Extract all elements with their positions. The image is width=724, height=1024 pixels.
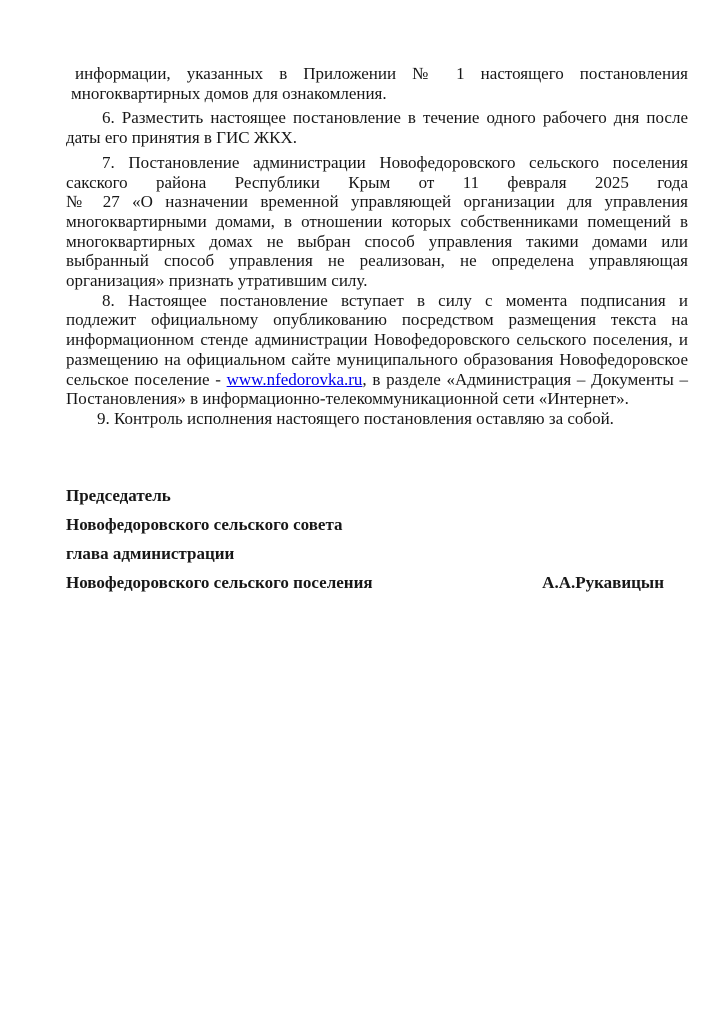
paragraph-6 xyxy=(66,108,688,147)
signature-line-head: глава администрации xyxy=(66,543,235,563)
signature-block xyxy=(66,486,688,593)
paragraph-5-continuation xyxy=(66,64,688,103)
paragraph-8-line-4 xyxy=(66,350,688,370)
paragraph-7 xyxy=(66,153,688,291)
paragraph-8-line-6 xyxy=(66,389,688,409)
text-segment: даты его принятия в ГИС ЖКХ. xyxy=(66,128,297,148)
paragraph-8-line-2 xyxy=(66,310,688,330)
paragraph-7-line-5 xyxy=(66,232,688,252)
paragraph-7-line-7 xyxy=(66,271,688,291)
text-segment: многоквартирных домах не выбран способ управления такими домами или xyxy=(66,231,688,251)
signature-line-council: Новофедоровского сельского совета xyxy=(66,514,343,534)
paragraph-7-line-1 xyxy=(66,153,688,173)
text-segment: информационном стенде администрации Новофедоровского сельского поселения, и xyxy=(66,330,688,350)
website-link[interactable]: www.nfedorovka.ru xyxy=(226,369,363,389)
text-segment: , в разделе «Администрация – Документы – xyxy=(362,369,688,389)
signatory-name: А.А.Рукавицын xyxy=(542,572,664,592)
paragraph-6-line-2 xyxy=(66,128,688,148)
text-segment: многоквартирными домами, в отношении которых собственниками помещений в xyxy=(66,211,688,231)
paragraph-7-line-6 xyxy=(66,251,688,271)
signature-title: Новофедоровского сельского поселения xyxy=(66,572,373,592)
text-segment: сакского района Республики Крым от 11 февраля 2025 года xyxy=(66,172,688,192)
text-segment: организация» признать утратившим силу. xyxy=(66,271,368,291)
paragraph-5-continuation-line-2 xyxy=(71,84,688,104)
document-body xyxy=(66,64,688,429)
paragraph-9-line-1 xyxy=(66,409,688,429)
text-segment: Постановления» в информационно-телекоммуникационной сети «Интернет». xyxy=(66,389,629,409)
paragraph-8-line-3 xyxy=(66,330,688,350)
signature-line-settlement xyxy=(66,573,688,593)
paragraph-5-continuation-line-1 xyxy=(71,64,688,84)
paragraph-7-line-3 xyxy=(66,192,688,212)
paragraph-8-line-5 xyxy=(66,370,688,390)
text-segment: 6. Разместить настоящее постановление в течение одного рабочего дня после xyxy=(102,108,688,128)
text-segment: многоквартирных домов для ознакомления. xyxy=(71,83,387,103)
text-segment: подлежит официальному опубликованию посредством размещения текста на xyxy=(66,310,688,330)
paragraph-7-line-2 xyxy=(66,173,688,193)
document-content xyxy=(66,0,688,593)
text-segment: выбранный способ управления не реализован, не определена управляющая xyxy=(66,251,688,271)
text-segment: информации, указанных в Приложении № 1 настоящего постановления xyxy=(75,64,688,83)
text-segment: 7. Постановление администрации Новофедоровского сельского поселения xyxy=(102,152,688,172)
text-segment: сельское поселение - xyxy=(66,369,227,389)
text-segment: № 27 «О назначении временной управляющей организации для управления xyxy=(66,192,688,212)
paragraph-7-line-4 xyxy=(66,212,688,232)
signature-line-chairman: Председатель xyxy=(66,485,171,505)
paragraph-8-line-1 xyxy=(66,291,688,311)
text-segment: 9. Контроль исполнения настоящего постановления оставляю за собой. xyxy=(97,408,614,428)
paragraph-9 xyxy=(66,409,688,429)
text-segment: размещению на официальном сайте муниципального образования Новофедоровское xyxy=(66,349,688,369)
paragraph-6-line-1 xyxy=(66,108,688,128)
text-segment: 8. Настоящее постановление вступает в силу с момента подписания и xyxy=(102,290,688,310)
paragraph-8 xyxy=(66,291,688,409)
